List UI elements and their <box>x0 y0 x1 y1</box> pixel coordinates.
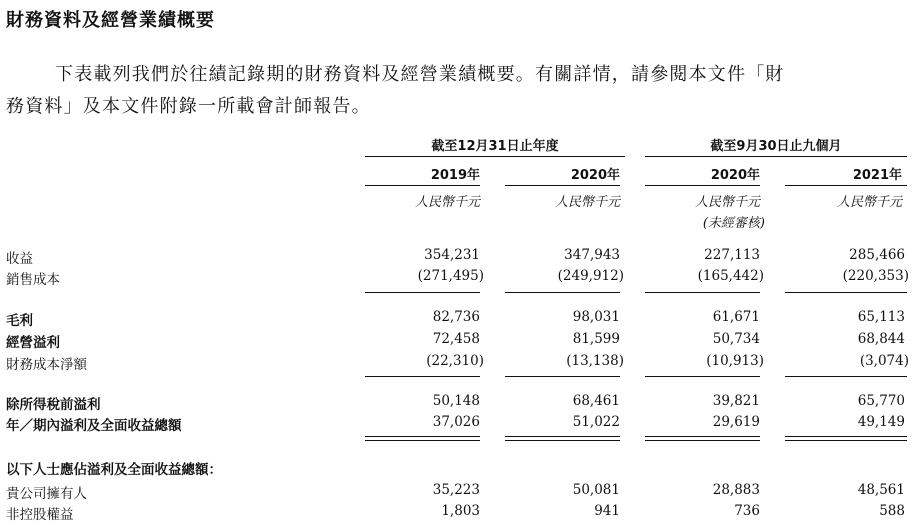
subtotal-line <box>645 292 760 293</box>
cell: 941 <box>594 503 620 519</box>
group-header-nine-months: 截至9月30日止九個月 <box>710 139 842 154</box>
cell: 65,113 <box>857 309 905 325</box>
row-label-revenue: 收益 <box>6 251 33 267</box>
unit-label-1: 人民幣千元 <box>414 195 480 210</box>
row-label-cost-of-sales: 銷售成本 <box>6 272 60 288</box>
double-underline-top <box>365 436 480 437</box>
group-underline-year <box>365 156 625 157</box>
cell: 50,081 <box>572 482 620 498</box>
cell: 98,031 <box>572 309 620 325</box>
cell: (271,495) <box>417 268 484 284</box>
cell: 227,113 <box>704 247 760 263</box>
subtotal-line <box>365 376 480 377</box>
double-underline-bottom <box>505 440 620 441</box>
cell: 285,466 <box>849 247 905 263</box>
intro-line-1: 下表載列我們於往績記錄期的財務資料及經營業績概要。有關詳情，請參閱本文件「財 <box>55 64 785 85</box>
page-title: 財務資料及經營業績概要 <box>6 10 215 31</box>
cell: (10,913) <box>706 353 764 369</box>
col-header-2021: 2021年 <box>852 168 902 183</box>
col-header-2020-nine: 2020年 <box>710 168 760 183</box>
cell: (13,138) <box>566 353 624 369</box>
cell: 588 <box>879 503 905 519</box>
col-underline-2 <box>505 185 620 186</box>
double-underline-bottom <box>645 440 760 441</box>
col-header-2019: 2019年 <box>430 168 480 183</box>
double-underline-bottom <box>785 440 907 441</box>
cell: 61,671 <box>712 309 760 325</box>
cell: 35,223 <box>432 482 480 498</box>
col-underline-1 <box>365 185 480 186</box>
cell: 1,803 <box>441 503 480 519</box>
cell: 48,561 <box>857 482 905 498</box>
double-underline-bottom <box>365 440 480 441</box>
intro-line-2: 務資料」及本文件附錄一所載會計師報告。 <box>6 96 371 117</box>
cell: 49,149 <box>857 414 905 430</box>
cell: 68,461 <box>572 393 620 409</box>
subtotal-line <box>785 376 907 377</box>
cell: 81,599 <box>572 331 620 347</box>
row-label-finance-costs: 財務成本淨額 <box>6 357 87 373</box>
subtotal-line <box>505 292 620 293</box>
double-underline-top <box>505 436 620 437</box>
cell: (3,074) <box>859 353 909 369</box>
double-underline-top <box>785 436 907 437</box>
row-label-owners: 貴公司擁有人 <box>6 486 87 502</box>
unaudited-label: (未經審核) <box>702 216 765 231</box>
cell: 39,821 <box>712 393 760 409</box>
col-header-2020-year: 2020年 <box>570 168 620 183</box>
cell: (249,912) <box>557 268 624 284</box>
cell: 72,458 <box>432 331 480 347</box>
attribution-heading: 以下人士應佔溢利及全面收益總額： <box>6 462 222 478</box>
cell: 68,844 <box>857 331 905 347</box>
group-header-year: 截至12月31日止年度 <box>431 139 559 154</box>
double-underline-top <box>645 436 760 437</box>
cell: 347,943 <box>564 247 620 263</box>
group-underline-nine-months <box>645 156 907 157</box>
row-label-non-controlling-interests: 非控股權益 <box>6 507 74 523</box>
unit-label-3: 人民幣千元 <box>694 195 760 210</box>
col-underline-3 <box>645 185 760 186</box>
row-label-total-comprehensive-income: 年／期內溢利及全面收益總額 <box>6 418 182 434</box>
subtotal-line <box>785 292 907 293</box>
cell: 82,736 <box>432 309 480 325</box>
subtotal-line <box>645 376 760 377</box>
cell: (165,442) <box>697 268 764 284</box>
col-underline-4 <box>785 185 907 186</box>
cell: 354,231 <box>424 247 480 263</box>
row-label-gross-profit: 毛利 <box>6 313 33 329</box>
cell: 37,026 <box>432 414 480 430</box>
unit-label-4: 人民幣千元 <box>836 195 902 210</box>
cell: (22,310) <box>426 353 484 369</box>
cell: (220,353) <box>842 268 909 284</box>
cell: 50,734 <box>712 331 760 347</box>
cell: 51,022 <box>572 414 620 430</box>
cell: 29,619 <box>712 414 760 430</box>
subtotal-line <box>365 292 480 293</box>
subtotal-line <box>505 376 620 377</box>
cell: 28,883 <box>712 482 760 498</box>
cell: 736 <box>734 503 760 519</box>
cell: 65,770 <box>857 393 905 409</box>
cell: 50,148 <box>432 393 480 409</box>
unit-label-2: 人民幣千元 <box>554 195 620 210</box>
row-label-operating-profit: 經營溢利 <box>6 335 60 351</box>
row-label-profit-before-tax: 除所得稅前溢利 <box>6 397 101 413</box>
